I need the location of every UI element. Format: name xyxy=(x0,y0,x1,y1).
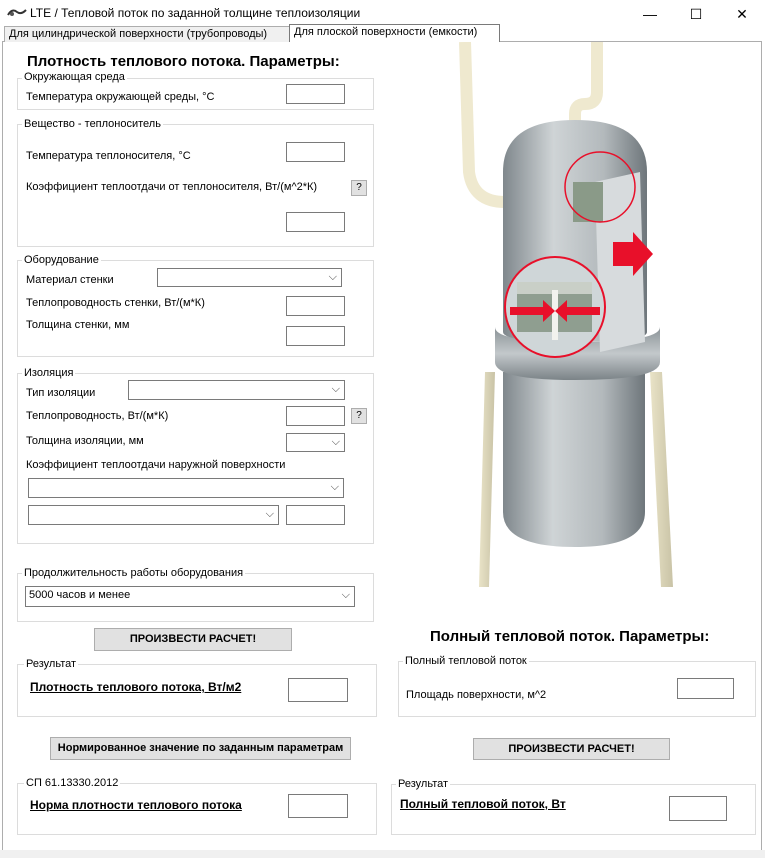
chevron-down-icon: ⌵ xyxy=(331,436,340,448)
total-heading: Полный тепловой поток. Параметры: xyxy=(430,628,710,645)
density-result-title: Результат xyxy=(26,658,77,670)
insulation-thickness-label: Толщина изоляции, мм xyxy=(26,435,144,447)
wall-thickness-input[interactable] xyxy=(286,326,345,346)
outer-coef-label: Коэффициент теплоотдачи наружной поверхности xyxy=(26,459,286,471)
norm-value-button[interactable]: Нормированное значение по заданным параметрам xyxy=(50,737,351,760)
chevron-down-icon: ⌵ xyxy=(341,589,350,601)
total-result-label: Полный тепловой поток, Вт xyxy=(400,797,566,811)
total-result-output xyxy=(669,796,727,821)
duration-group-title: Продолжительность работы оборудования xyxy=(24,567,244,579)
minimize-button[interactable]: — xyxy=(643,6,657,22)
norm-group-title: СП 61.13330.2012 xyxy=(26,777,119,789)
density-calculate-button[interactable]: ПРОИЗВЕСТИ РАСЧЕТ! xyxy=(94,628,292,651)
tank-illustration xyxy=(455,42,685,592)
tab-cylindrical[interactable]: Для цилиндрической поверхности (трубопроводы) xyxy=(4,26,293,42)
area-input[interactable] xyxy=(677,678,734,699)
close-button[interactable]: ✕ xyxy=(736,6,748,22)
medium-coef-label: Коэффициент теплоотдачи от теплоносителя, Вт/(м^2*К) xyxy=(26,181,318,193)
norm-label: Норма плотности теплового потока xyxy=(30,798,242,812)
chevron-down-icon: ⌵ xyxy=(331,383,340,395)
insulation-conductivity-input[interactable] xyxy=(286,406,345,426)
wall-conductivity-label: Теплопроводность стенки, Вт/(м*К) xyxy=(26,297,205,309)
wall-thickness-label: Толщина стенки, мм xyxy=(26,319,130,331)
status-bar xyxy=(0,850,765,858)
medium-coef-help-button[interactable]: ? xyxy=(351,180,367,196)
ambient-temp-input[interactable] xyxy=(286,84,345,104)
insulation-conductivity-label: Теплопроводность, Вт/(м*К) xyxy=(26,410,169,422)
medium-temp-input[interactable] xyxy=(286,142,345,162)
insulation-type-label: Тип изоляции xyxy=(26,387,96,399)
duration-select[interactable] xyxy=(25,586,355,607)
wall-material-label: Материал стенки xyxy=(26,274,114,286)
density-heading: Плотность теплового потока. Параметры: xyxy=(27,53,340,70)
window-title: LTE / Тепловой поток по заданной толщине теплоизоляции xyxy=(30,6,361,20)
chevron-down-icon: ⌵ xyxy=(265,508,274,520)
insulation-help-button[interactable]: ? xyxy=(351,408,367,424)
medium-group-title: Вещество - теплоноситель xyxy=(24,118,161,130)
insulation-thickness-select[interactable] xyxy=(286,433,345,452)
chevron-down-icon: ⌵ xyxy=(330,481,339,493)
insulation-type-select[interactable] xyxy=(128,380,345,400)
outer-coef-input[interactable] xyxy=(286,505,345,525)
ambient-temp-label: Температура окружающей среды, °С xyxy=(26,91,215,103)
density-result-label: Плотность теплового потока, Вт/м2 xyxy=(30,680,242,694)
app-icon xyxy=(7,6,27,20)
chevron-down-icon: ⌵ xyxy=(328,271,337,283)
insulation-group-title: Изоляция xyxy=(24,367,74,379)
medium-coef-input[interactable] xyxy=(286,212,345,232)
wall-material-select[interactable] xyxy=(157,268,342,287)
wall-conductivity-input[interactable] xyxy=(286,296,345,316)
maximize-button[interactable]: ☐ xyxy=(689,6,703,22)
total-calculate-button[interactable]: ПРОИЗВЕСТИ РАСЧЕТ! xyxy=(473,738,670,760)
total-flow-title: Полный тепловой поток xyxy=(405,655,527,667)
density-result-output xyxy=(288,678,348,702)
outer-coef-select-2[interactable] xyxy=(28,505,279,525)
tab-flat[interactable]: Для плоской поверхности (емкости) xyxy=(289,24,500,42)
area-label: Площадь поверхности, м^2 xyxy=(406,689,547,701)
norm-output xyxy=(288,794,348,818)
total-result-title: Результат xyxy=(398,778,449,790)
outer-coef-select-1[interactable] xyxy=(28,478,344,498)
duration-value: 5000 часов и менее xyxy=(29,589,131,601)
medium-temp-label: Температура теплоносителя, °С xyxy=(26,150,191,162)
ambient-group-title: Окружающая среда xyxy=(24,71,125,83)
equipment-group-title: Оборудование xyxy=(24,254,99,266)
